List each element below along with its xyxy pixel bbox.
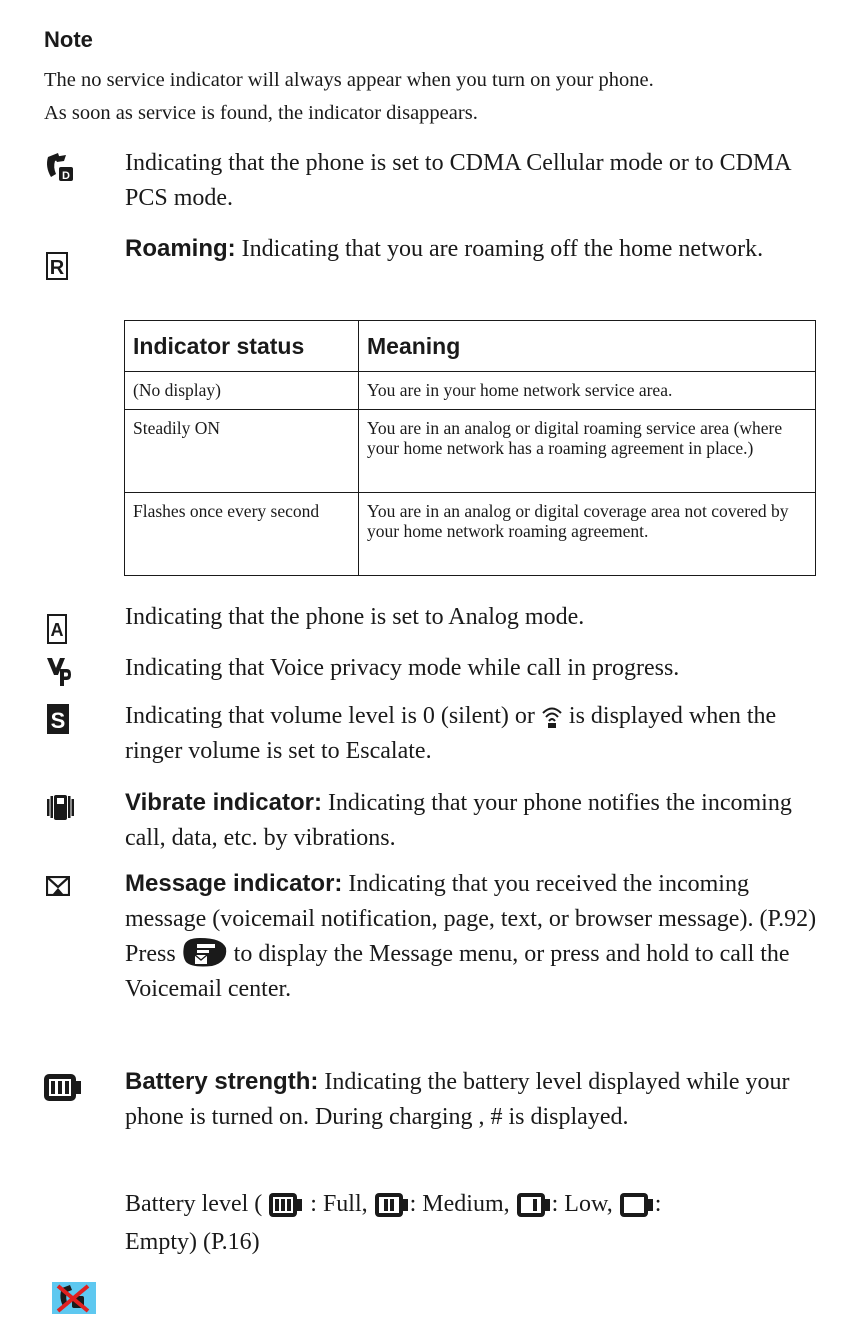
message-press-before: Press [125,941,182,967]
message-key-icon [182,936,228,968]
voice-privacy-description: Indicating that Voice privacy mode while call in progress. [125,655,680,681]
battery-medium-icon [374,1191,410,1219]
vibrate-text: Indicating that your phone notifies the incoming call, data, etc. by vibrations. [125,790,792,851]
note-line-2: As soon as service is found, the indicator disappears. [44,102,478,124]
table-cell: Steadily ON [125,410,359,493]
vibrate-label: Vibrate indicator: [125,789,322,816]
message-press-line [125,937,830,1007]
table-row [125,493,816,576]
svg-text:D: D [62,170,70,182]
table-cell: (No display) [125,372,359,410]
battery-low-label: : Low, [551,1191,619,1217]
roaming-status-table [124,320,816,576]
no-service-crossed-icon [52,1282,96,1314]
svg-text:S: S [50,708,66,733]
svg-text:R: R [49,257,65,279]
voice-privacy-icon [46,655,72,687]
svg-text:A: A [50,620,64,640]
battery-empty-icon [619,1191,655,1219]
envelope-icon [46,876,70,896]
battery-full-icon [268,1191,304,1219]
battery-low-icon [516,1191,552,1219]
table-row [125,410,816,493]
battery-description [125,1064,830,1135]
analog-a-icon [47,614,67,644]
message-text: Indicating that you received the incoming message (voicemail notification, page, text, or browser message). (P.92) [125,871,817,932]
battery-empty-line: Empty) (P.16) [125,1229,260,1255]
vibrate-icon [44,792,78,822]
table-cell: Flashes once every second [125,493,359,576]
silent-text-before: Indicating that volume level is 0 (silent) or [125,703,541,729]
roaming-description [125,231,830,267]
note-heading: Note [44,27,93,52]
battery-levels-prefix: Battery level ( [125,1191,269,1217]
table-header: Indicator status [125,321,359,372]
message-label: Message indicator: [125,870,343,897]
table-row [125,372,816,410]
message-paragraph [125,866,830,937]
battery-full-icon [43,1071,83,1103]
table-cell: You are in an analog or digital roaming service area (where your home network has a roaming agreement in place.) [359,410,816,493]
note-body [44,64,834,130]
vibrate-description [125,785,830,856]
message-description [125,866,830,1007]
roaming-r-icon [46,252,68,280]
battery-empty-label: : [654,1191,662,1217]
cdma-description: Indicating that the phone is set to CDMA Cellular mode or to CDMA PCS mode. [125,150,791,211]
escalate-volume-icon [541,704,563,730]
battery-levels [125,1185,830,1261]
table-header-row [125,321,816,372]
table-cell: You are in your home network service area. [359,372,816,410]
note-line-1: The no service indicator will always appear when you turn on your phone. [44,69,654,91]
table-cell: You are in an analog or digital coverage area not covered by your home network roaming agreement. [359,493,816,576]
silent-s-icon [47,704,69,734]
battery-text: Indicating the battery level displayed while your phone is turned on. During charging , # is displayed. [125,1069,790,1130]
analog-description: Indicating that the phone is set to Analog mode. [125,604,585,630]
battery-full-label: : Full, [304,1191,374,1217]
roaming-text: Indicating that you are roaming off the home network. [235,236,764,262]
battery-medium-label: : Medium, [409,1191,516,1217]
battery-label: Battery strength: [125,1068,319,1095]
roaming-label: Roaming: [125,235,236,262]
silent-text-after: is displayed when the ringer volume is set to Escalate. [125,703,777,764]
message-press-after: to display the Message menu, or press and hold to call the Voicemail center. [125,941,790,1002]
silent-description [125,699,830,769]
table-header: Meaning [359,321,816,372]
phone-handset-d-icon [44,153,76,183]
